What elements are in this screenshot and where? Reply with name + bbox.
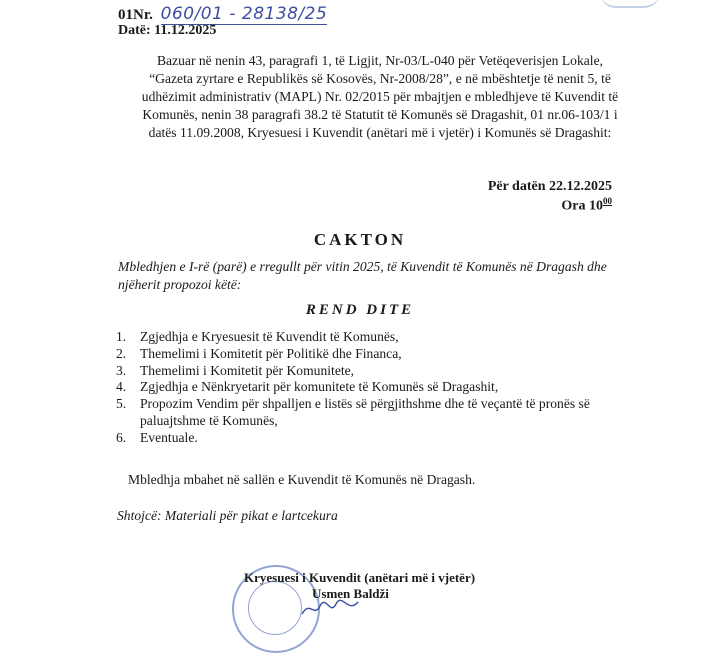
agenda-item-number: 1. [116, 329, 127, 344]
agenda-item [116, 379, 616, 396]
agenda-item-number: 2. [116, 345, 127, 361]
agenda-item-text: Themelimi i Komitetit për Komunitete, [140, 362, 355, 378]
meeting-location: Mbledhja mbahet në sallën e Kuvendit të Komunës në Dragash. [128, 472, 476, 487]
issue-date [118, 23, 216, 39]
handwritten-signature [300, 596, 360, 620]
agenda-item-text: Zgjedhja e Nënkryetarit për komunitete të Komunës së Dragashit, [140, 379, 499, 395]
intro-text: Mbledhjen e I-rë (parë) e rregullt për vitin 2025, të Kuvendit të Komunës në Dragash dhe njëherit propozoi këtë: [118, 259, 607, 292]
issue-date-label: Datë: [118, 23, 151, 38]
agenda-title: REND DITE [305, 302, 415, 318]
attachment-note: Shtojcë: Materiali për pikat e lartcekura [117, 508, 338, 523]
reference-handwritten: 060/01 - 28138/25 [160, 4, 328, 24]
meeting-date: Për datën 22.12.2025 [487, 179, 612, 194]
agenda-item-number: 3. [116, 362, 127, 378]
meeting-time [561, 196, 612, 215]
agenda-item-number: 6. [116, 429, 127, 445]
agenda-item-text: Eventuale. [140, 429, 198, 445]
agenda-item-number: 5. [116, 396, 127, 412]
reference-prefix: 01Nr. [118, 7, 153, 23]
agenda-list [116, 329, 616, 447]
agenda-item-text: Themelimi i Komitetit për Politikë dhe Financa, [140, 345, 402, 361]
agenda-item-text: Zgjedhja e Kryesuesit të Kuvendit të Komunës, [140, 329, 399, 344]
agenda-item [116, 396, 616, 430]
document-title: CAKTON [313, 230, 407, 249]
preamble-text: Bazuar në nenin 43, paragrafi 1, të Ligjit, Nr-03/L-040 për Vetëqeverisjen Lokale, “Gazeta zyrtare e Republikës së Kosovës, Nr-2008/28”, e në mbështetje të nenit 5, të udhëzimit administrativ (MAPL) Nr. 02/2015 për mbajtjen e mbledhjeve të Kuvendit të Komunës, nenin 38 paragrafi 38.2 të Statutit të Komunës së Dragashit, 01 nr.06-103/1 i datës 11.09.2008, Kryesuesi i Kuvendit (anëtari më i vjetër) i Komunës së Dragashit: [141, 53, 619, 140]
agenda-item [116, 329, 616, 346]
meeting-time-minutes: 00 [603, 196, 612, 206]
agenda-item-number: 4. [116, 379, 127, 395]
reference-number [118, 4, 327, 24]
agenda-item [116, 346, 616, 363]
agenda-item [116, 430, 616, 447]
meeting-time-label: Ora 10 [561, 198, 603, 214]
issue-date-value: 11.12.2025 [154, 23, 217, 38]
signatory-name: Usmen Baldži [312, 586, 389, 601]
corner-mark [600, 0, 660, 8]
agenda-item [116, 363, 616, 380]
agenda-item-text: Propozim Vendim për shpalljen e listës së përgjithshme dhe të veçantë të pronës së paluajtshme të Komunës, [140, 396, 590, 428]
signatory-title: Kryesuesi i Kuvendit (anëtari më i vjetër) [244, 570, 476, 585]
